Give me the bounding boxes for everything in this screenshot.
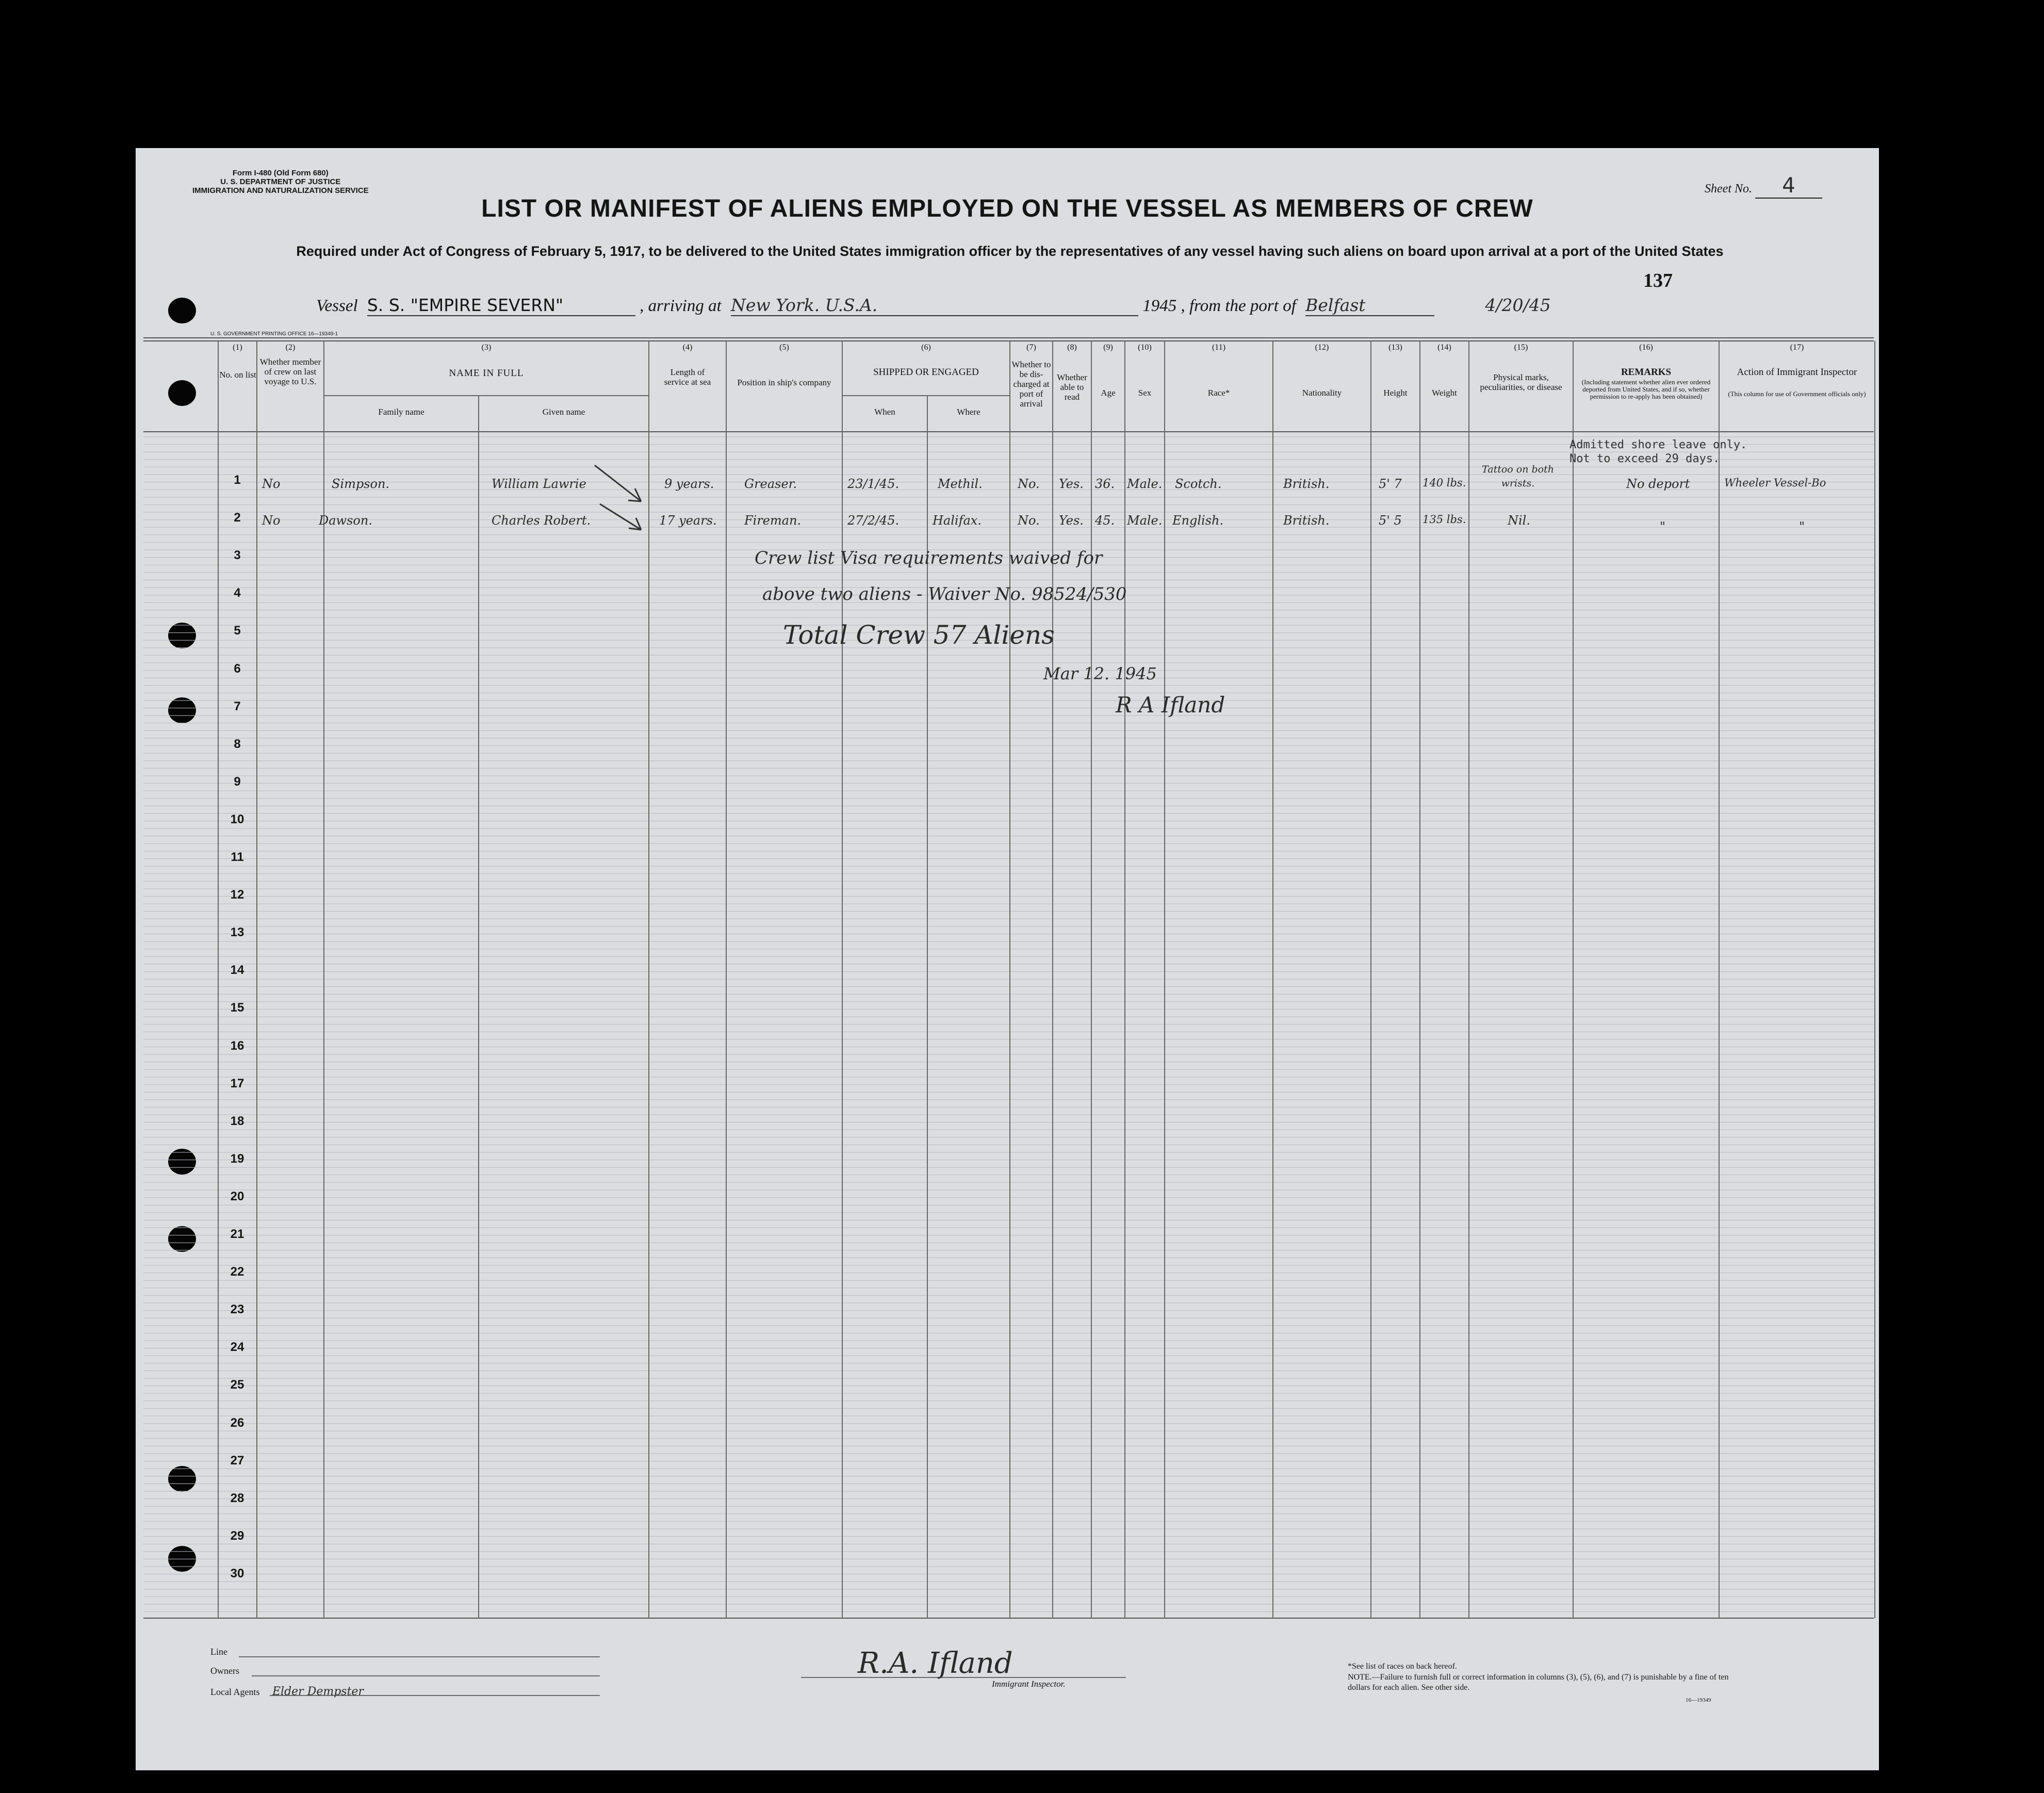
- header-shipped-engaged: SHIPPED OR ENGAGED: [873, 367, 979, 378]
- row-when: 27/2/45.: [847, 513, 900, 528]
- admission-stamp-line-2: Not to exceed 29 days.: [1569, 452, 1720, 465]
- row-service: 17 years.: [659, 513, 717, 528]
- penalty-note: [1348, 1672, 1729, 1693]
- row-weight: 140 lbs.: [1422, 477, 1466, 489]
- row-inspector-action: Wheeler Vessel-Bo: [1724, 477, 1826, 489]
- row-when: 23/1/45.: [847, 477, 900, 491]
- row-age: 45.: [1095, 513, 1115, 528]
- header-inspector-note: (This column for use of Government officials only): [1728, 390, 1866, 398]
- form-number: Form I-480 (Old Form 680): [232, 169, 329, 177]
- row-discharged: No.: [1018, 477, 1040, 491]
- row-number: 26: [230, 1415, 244, 1430]
- header-sex: Sex: [1138, 388, 1152, 398]
- row-number: 20: [230, 1189, 244, 1203]
- header-remarks-note: (Including statement whether alien ever ordered deported from United States, and if so, whether permission to re-apply has been obtained): [1581, 378, 1711, 400]
- inspector-label: Immigrant Inspector.: [992, 1679, 1066, 1689]
- arriving-label: , arriving at: [640, 297, 722, 315]
- column-number: (3): [481, 343, 492, 352]
- row-number: 22: [230, 1265, 244, 1279]
- row-number: 11: [231, 850, 244, 864]
- printing-office-line: U. S. GOVERNMENT PRINTING OFFICE 16—19349-1: [210, 331, 338, 337]
- column-number: (5): [779, 343, 789, 352]
- from-label: , from the port of: [1181, 297, 1296, 315]
- row-number: 27: [230, 1453, 244, 1468]
- row-number: 16: [230, 1038, 244, 1053]
- row-service: 9 years.: [664, 477, 714, 491]
- page-title: LIST OR MANIFEST OF ALIENS EMPLOYED ON THE VESSEL AS MEMBERS OF CREW: [481, 195, 1533, 222]
- row-sex: Male.: [1127, 477, 1163, 491]
- row-remarks: No deport: [1626, 477, 1690, 491]
- row-family-name: Simpson.: [332, 477, 390, 491]
- column-number: (9): [1103, 343, 1113, 352]
- row-where: Methil.: [938, 477, 983, 491]
- note-label: NOTE.: [1348, 1673, 1372, 1682]
- row-age: 36.: [1095, 477, 1115, 491]
- row-nationality: British.: [1283, 477, 1330, 491]
- row-position: Greaser.: [744, 477, 797, 491]
- admission-stamp-line-1: Admitted shore leave only.: [1569, 438, 1747, 451]
- inspector-signature: R.A. Ifland: [858, 1647, 1013, 1680]
- agents-label: Local Agents: [210, 1687, 260, 1697]
- row-inspector-action: ": [1799, 519, 1805, 534]
- header-family-name: Family name: [378, 407, 424, 417]
- row-number: 6: [234, 661, 241, 676]
- header-no-on-list: No. on list: [219, 370, 256, 380]
- row-number: 10: [230, 812, 244, 826]
- header-where: Where: [957, 407, 980, 417]
- row-family-name: Dawson.: [319, 513, 372, 528]
- column-number: (12): [1315, 343, 1329, 352]
- header-given-name: Given name: [542, 407, 585, 417]
- column-number: (10): [1138, 343, 1152, 352]
- service-name: IMMIGRATION AND NATURALIZATION SERVICE: [192, 186, 369, 195]
- races-note: *See list of races on back hereof.: [1348, 1662, 1457, 1671]
- department-name: U. S. DEPARTMENT OF JUSTICE: [220, 177, 341, 186]
- header-length-of-service: Length of service at sea: [664, 367, 711, 387]
- header-inspector-action: Action of Immigrant Inspector: [1737, 367, 1857, 378]
- row-number: 9: [234, 774, 241, 789]
- handwritten-note-line-1: Crew list Visa requirements waived for: [755, 548, 1103, 568]
- row-number: 2: [234, 511, 241, 525]
- row-number: 24: [230, 1340, 244, 1355]
- header-position: Position in ship's company: [737, 378, 831, 387]
- column-number: (11): [1212, 343, 1226, 352]
- header-remarks: REMARKS: [1621, 367, 1672, 378]
- row-physical-marks: Nil.: [1508, 513, 1530, 528]
- column-number: (8): [1067, 343, 1077, 352]
- vessel-label: Vessel: [316, 297, 358, 315]
- sheet-number-value: 4: [1755, 174, 1822, 199]
- row-race: Scotch.: [1175, 477, 1222, 491]
- row-weight: 135 lbs.: [1422, 513, 1466, 526]
- row-number: 12: [230, 888, 244, 902]
- column-number: (2): [285, 343, 296, 352]
- header-height: Height: [1383, 388, 1408, 398]
- row-given-name: William Lawrie: [492, 477, 586, 491]
- header-when: When: [874, 407, 895, 417]
- handwritten-note-line-2: above two aliens - Waiver No. 98524/530: [762, 584, 1127, 605]
- row-member-value: No: [262, 513, 281, 528]
- year-prefix: 19: [1142, 297, 1160, 315]
- arriving-port: New York. U.S.A.: [731, 295, 1138, 316]
- row-member-value: No: [262, 477, 281, 491]
- header-race: Race*: [1207, 388, 1230, 398]
- note-text: —Failure to furnish full or correct information in columns (3), (5), (6), and (7) is punishable by a fine of ten dollars for each alien. See other side.: [1348, 1673, 1729, 1692]
- row-number: 25: [230, 1378, 244, 1392]
- row-height: 5' 7: [1379, 477, 1402, 491]
- row-given-name: Charles Robert.: [492, 513, 591, 528]
- row-number: 18: [230, 1114, 244, 1128]
- form-code: 16—19349: [1686, 1697, 1711, 1703]
- column-number: (6): [921, 343, 931, 352]
- column-number: (16): [1639, 343, 1653, 352]
- row-number: 4: [234, 586, 241, 600]
- row-nationality: British.: [1283, 513, 1330, 528]
- row-number: 30: [230, 1566, 244, 1580]
- row-number: 3: [234, 548, 241, 563]
- column-number: (14): [1437, 343, 1451, 352]
- footer-rules: [136, 148, 1879, 1770]
- row-discharged: No.: [1018, 513, 1040, 528]
- header-physical-marks: Physical marks, peculiarities, or disease: [1480, 372, 1562, 392]
- row-number: 29: [230, 1528, 244, 1543]
- row-number: 21: [230, 1227, 244, 1241]
- row-number: 28: [230, 1491, 244, 1505]
- header-discharged: Whether to be dis-charged at port of arrival: [1011, 360, 1051, 409]
- handwritten-note-total: Total Crew 57 Aliens: [783, 620, 1055, 650]
- row-number: 23: [230, 1302, 244, 1317]
- page-subtitle: Required under Act of Congress of February 5, 1917, to be delivered to the United States immigration officer by the representatives of any vessel having such aliens on board upon arrival at a port of the United States: [296, 243, 1724, 259]
- row-number: 15: [230, 1001, 244, 1015]
- row-number: 1: [234, 473, 241, 487]
- column-number: (4): [682, 343, 693, 352]
- line-label: Line: [210, 1647, 227, 1657]
- row-position: Fireman.: [744, 513, 802, 528]
- row-number: 5: [234, 624, 241, 638]
- header-nationality: Nationality: [1302, 388, 1342, 398]
- page-number: 137: [1643, 270, 1673, 291]
- row-number: 17: [230, 1076, 244, 1090]
- row-physical-marks: Tattoo on both wrists.: [1482, 464, 1554, 489]
- row-number: 8: [234, 737, 241, 751]
- row-where: Halifax.: [933, 513, 982, 528]
- sheet-label: Sheet No.: [1705, 182, 1752, 195]
- column-number: (17): [1790, 343, 1804, 352]
- row-race: English.: [1172, 513, 1224, 528]
- row-number: 14: [230, 963, 244, 977]
- vessel-name: S. S. "EMPIRE SEVERN": [367, 295, 635, 316]
- header-weight: Weight: [1432, 388, 1457, 398]
- row-able-to-read: Yes.: [1059, 477, 1084, 491]
- row-number: 19: [230, 1151, 244, 1166]
- row-sex: Male.: [1127, 513, 1163, 528]
- header-age: Age: [1101, 388, 1116, 398]
- row-number: 7: [234, 699, 241, 713]
- manifest-page: [136, 148, 1879, 1770]
- row-height: 5' 5: [1379, 513, 1402, 528]
- header-name-in-full: NAME IN FULL: [449, 368, 524, 379]
- year-value: 45: [1159, 297, 1177, 315]
- column-number: (1): [233, 343, 242, 352]
- header-member-of-crew: Whether member of crew on last voyage to U.S.: [259, 357, 321, 386]
- column-number: (7): [1026, 343, 1036, 352]
- agents-value: Elder Dempster: [272, 1685, 364, 1698]
- column-number: (15): [1514, 343, 1528, 352]
- owners-label: Owners: [210, 1666, 239, 1676]
- date-fragment: 4/20/45: [1485, 295, 1551, 315]
- handwritten-note-initials: R A Ifland: [1116, 692, 1225, 718]
- header-able-to-read: Whether able to read: [1057, 372, 1087, 402]
- row-remarks: ": [1660, 519, 1666, 534]
- handwritten-note-date: Mar 12. 1945: [1043, 664, 1157, 683]
- column-number: (13): [1388, 343, 1402, 352]
- from-port: Belfast: [1305, 295, 1434, 316]
- row-able-to-read: Yes.: [1059, 513, 1084, 528]
- row-number: 13: [230, 925, 244, 940]
